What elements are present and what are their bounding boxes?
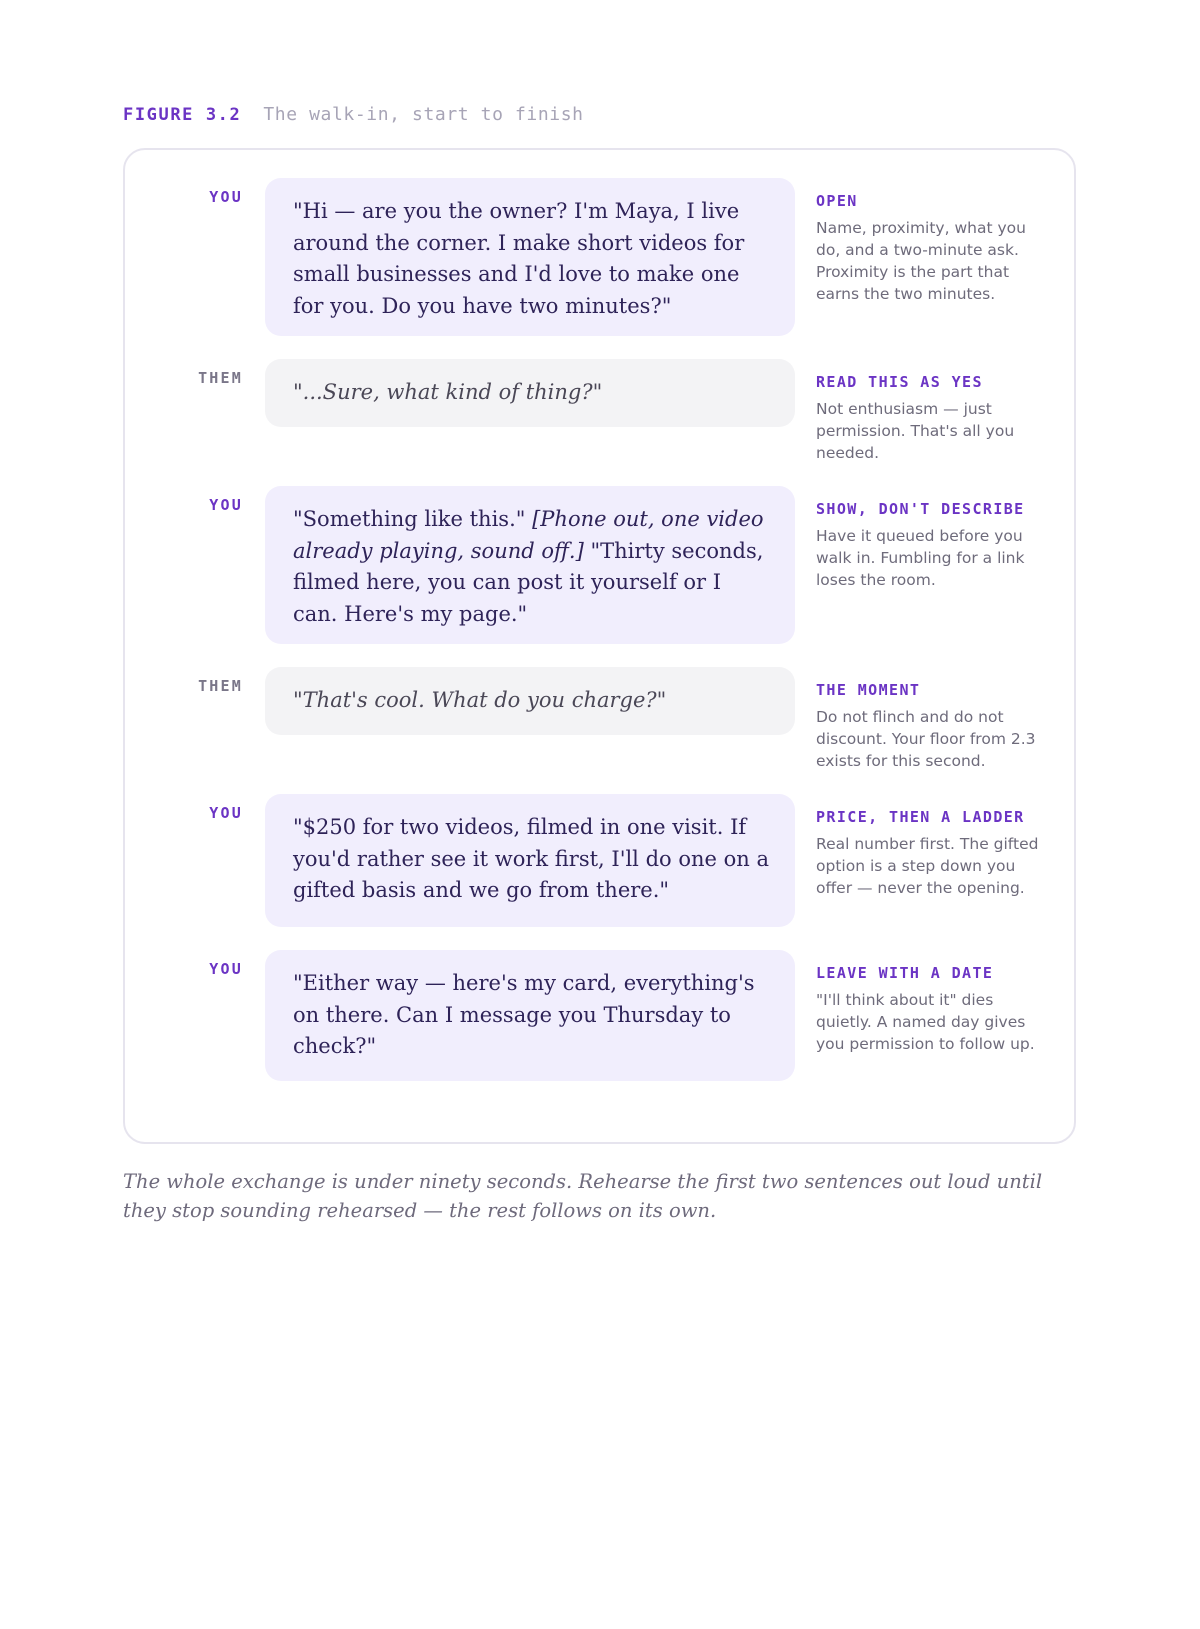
speech-bubble — [265, 359, 795, 427]
quote-text: "Something like this." — [293, 507, 526, 531]
annotation-heading: SHOW, DON'T DESCRIBE — [816, 500, 1025, 518]
stage-direction: [Phone out, one video already playing, sound off.] — [293, 507, 764, 563]
figure-label: FIGURE 3.2 — [123, 105, 242, 125]
speaker-label: YOU — [209, 188, 243, 206]
annotation-text: "I'll think about it" dies quietly. A named day gives you permission to follow up. — [816, 991, 1035, 1053]
speech-bubble — [265, 667, 795, 735]
speaker-label: THEM — [198, 369, 243, 387]
annotation-heading: THE MOMENT — [816, 681, 921, 699]
speaker-label: YOU — [209, 960, 243, 978]
speech-bubble — [265, 486, 795, 644]
annotation — [816, 500, 1051, 591]
quote-text: "Either way — here's my card, everything's on there. Can I message you Thursday to check?" — [293, 971, 755, 1058]
annotation — [816, 373, 1051, 464]
speech-bubble — [265, 178, 795, 336]
annotation-heading: OPEN — [816, 192, 858, 210]
figure-header — [123, 104, 584, 132]
annotation-text: Real number first. The gifted option is a step down you offer — never the opening. — [816, 835, 1039, 897]
annotation-text: Not enthusiasm — just permission. That's all you needed. — [816, 400, 1015, 462]
quote-text-continued: "Thirty seconds, filmed here, you can post it yourself or I can. Here's my page." — [293, 538, 764, 626]
speech-bubble — [265, 794, 795, 927]
annotation-text: Have it queued before you walk in. Fumbling for a link loses the room. — [816, 527, 1025, 589]
annotation-heading: LEAVE WITH A DATE — [816, 964, 994, 982]
annotation — [816, 192, 1051, 305]
exchange-card — [123, 148, 1076, 1144]
quote-text: "...Sure, what kind of thing?" — [293, 380, 603, 404]
annotation — [816, 808, 1051, 899]
quote-text: "$250 for two videos, filmed in one visit. If you'd rather see it work first, I'll do one on a gifted basis and we go from there." — [293, 815, 769, 902]
quote-text: "That's cool. What do you charge?" — [293, 688, 667, 712]
annotation-heading: PRICE, THEN A LADDER — [816, 808, 1025, 826]
figure-title: The walk-in, start to finish — [263, 104, 584, 125]
annotation — [816, 681, 1051, 772]
figure-caption: The whole exchange is under ninety seconds. Rehearse the first two sentences out loud until they stop sounding rehearsed — the rest follows on its own. — [123, 1170, 1043, 1222]
speaker-label: YOU — [209, 496, 243, 514]
speaker-label: THEM — [198, 677, 243, 695]
speaker-label: YOU — [209, 804, 243, 822]
annotation-text: Name, proximity, what you do, and a two-minute ask. Proximity is the part that earns the two minutes. — [816, 219, 1026, 303]
annotation-heading: READ THIS AS YES — [816, 373, 983, 391]
annotation — [816, 964, 1051, 1055]
speech-bubble — [265, 950, 795, 1081]
quote-text: "Hi — are you the owner? I'm Maya, I live around the corner. I make short videos for small businesses and I'd love to make one for you. Do you have two minutes?" — [293, 199, 745, 318]
annotation-text: Do not flinch and do not discount. Your floor from 2.3 exists for this second. — [816, 708, 1036, 770]
